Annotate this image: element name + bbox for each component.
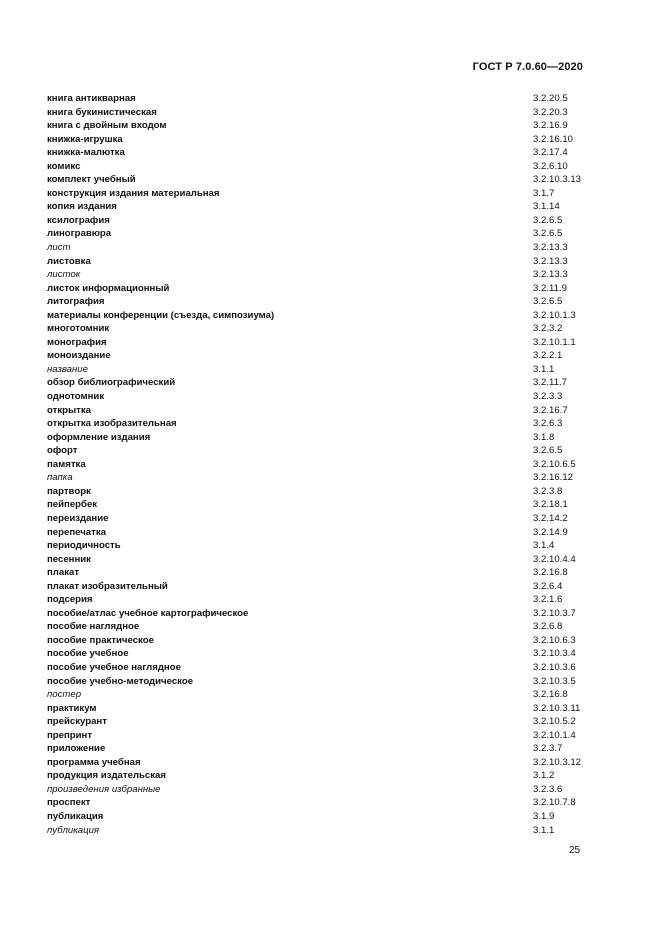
index-reference: 3.2.17.4 [533, 147, 568, 159]
index-row [47, 647, 607, 661]
index-row [47, 769, 607, 783]
index-row [47, 187, 607, 201]
index-term: моноиздание [47, 350, 111, 362]
index-row [47, 498, 607, 512]
index-reference: 3.2.11.7 [533, 377, 567, 389]
index-term: плакат [47, 567, 80, 579]
index-row [47, 607, 607, 621]
index-term: название [47, 363, 88, 375]
index-term: открытка изобразительная [47, 418, 177, 430]
index-reference: 3.2.6.4 [533, 580, 563, 592]
index-reference: 3.2.16.12 [533, 472, 574, 484]
index-reference: 3.2.13.3 [533, 255, 568, 267]
index-reference: 3.2.14.2 [533, 512, 568, 524]
index-row [47, 485, 607, 499]
index-row [47, 729, 607, 743]
index-row [47, 512, 607, 526]
index-reference: 3.2.13.3 [533, 269, 568, 281]
index-term: пособие практическое [47, 634, 154, 646]
index-term: пособие наглядное [47, 621, 140, 633]
index-term: публикация [47, 810, 104, 822]
index-row [47, 227, 607, 241]
index-row [47, 715, 607, 729]
index-reference: 3.2.20.5 [533, 93, 568, 104]
index-reference: 3.2.18.1 [533, 499, 568, 511]
index-reference: 3.2.16.8 [533, 567, 568, 579]
index-reference: 3.2.3.8 [533, 485, 563, 497]
index-reference: 3.2.6.8 [533, 621, 563, 633]
index-term: обзор библиографический [47, 377, 176, 389]
index-reference: 3.1.7 [533, 187, 555, 199]
index-term: линогравюра [47, 228, 112, 240]
index-term: проспект [47, 797, 91, 809]
index-term: перепечатка [47, 526, 106, 538]
index-reference: 3.1.1 [533, 824, 555, 836]
index-term: продукция издательская [47, 770, 166, 782]
index-reference: 3.1.9 [533, 810, 555, 822]
index-term: переиздание [47, 512, 109, 524]
index-row [47, 173, 607, 187]
page-header-standard-id: ГОСТ Р 7.0.60—2020 [472, 61, 583, 73]
index-term: книга букинистическая [47, 106, 157, 118]
index-term: пособие/атлас учебное картографическое [47, 607, 249, 619]
index-term: офорт [47, 445, 78, 457]
index-row [47, 444, 607, 458]
index-term: партворк [47, 485, 91, 497]
index-row [47, 593, 607, 607]
index-term: материалы конференции (съезда, симпозиума) [47, 309, 275, 321]
index-reference: 3.2.16.9 [533, 120, 568, 132]
index-reference: 3.2.10.3.7 [533, 607, 576, 619]
index-row [47, 702, 607, 716]
index-row [47, 106, 607, 120]
index-term: литография [47, 296, 105, 308]
index-row [47, 824, 607, 838]
index-row [47, 268, 607, 282]
index-term: книжка-игрушка [47, 133, 123, 145]
index-reference: 3.2.14.9 [533, 526, 568, 538]
page-number: 25 [569, 845, 581, 856]
index-row [47, 539, 607, 553]
index-term: листок информационный [47, 282, 170, 294]
index-term: листовка [47, 255, 91, 267]
index-row [47, 417, 607, 431]
index-reference: 3.2.10.3.4 [533, 648, 576, 660]
index-reference: 3.2.6.5 [533, 445, 563, 457]
index-row [47, 200, 607, 214]
index-term: пособие учебное [47, 648, 129, 660]
index-row [47, 553, 607, 567]
index-reference: 3.2.10.5.2 [533, 716, 576, 728]
index-term: произведения избранные [47, 783, 161, 795]
index-term: комплект учебный [47, 174, 136, 186]
index-reference: 3.2.13.3 [533, 242, 568, 254]
index-row [47, 404, 607, 418]
index-term: монография [47, 336, 107, 348]
index-reference: 3.2.3.7 [533, 743, 563, 755]
index-row [47, 634, 607, 648]
index-row [47, 390, 607, 404]
index-reference: 3.2.20.3 [533, 106, 568, 118]
index-row [47, 688, 607, 702]
index-term: книга с двойным входом [47, 120, 167, 132]
index-reference: 3.2.6.5 [533, 228, 563, 240]
index-row [47, 309, 607, 323]
index-reference: 3.1.8 [533, 431, 555, 443]
index-term: практикум [47, 702, 97, 714]
index-term: ксилография [47, 214, 110, 226]
index-term: книга антикварная [47, 93, 136, 104]
index-row [47, 783, 607, 797]
index-reference: 3.2.10.6.3 [533, 634, 576, 646]
index-row [47, 742, 607, 756]
index-reference: 3.2.10.3.12 [533, 756, 582, 768]
index-reference: 3.2.10.7.8 [533, 797, 576, 809]
index-row [47, 336, 607, 350]
index-reference: 3.1.1 [533, 363, 555, 375]
term-index-list [47, 92, 607, 837]
index-reference: 3.2.10.1.1 [533, 336, 576, 348]
index-row [47, 363, 607, 377]
index-reference: 3.2.6.5 [533, 214, 563, 226]
index-row [47, 92, 607, 106]
index-row [47, 431, 607, 445]
index-term: оформление издания [47, 431, 151, 443]
index-reference: 3.2.3.6 [533, 783, 563, 795]
index-row [47, 471, 607, 485]
index-reference: 3.2.16.10 [533, 133, 574, 145]
index-reference: 3.2.16.8 [533, 689, 568, 701]
index-reference: 3.1.4 [533, 540, 555, 552]
index-term: препринт [47, 729, 93, 741]
index-term: периодичность [47, 540, 121, 552]
index-reference: 3.2.10.4.4 [533, 553, 576, 565]
index-row [47, 349, 607, 363]
index-reference: 3.2.6.10 [533, 160, 568, 172]
index-term: однотомник [47, 391, 105, 403]
index-row [47, 214, 607, 228]
index-row [47, 810, 607, 824]
index-reference: 3.2.2.1 [533, 350, 563, 362]
index-row [47, 119, 607, 133]
index-row [47, 322, 607, 336]
index-row [47, 295, 607, 309]
index-row [47, 146, 607, 160]
index-reference: 3.2.10.3.13 [533, 174, 582, 186]
index-reference: 3.2.3.3 [533, 391, 563, 403]
index-reference: 3.2.1.6 [533, 594, 563, 606]
index-term: публикация [47, 824, 100, 836]
index-term: копия издания [47, 201, 117, 213]
index-reference: 3.2.6.3 [533, 418, 563, 430]
index-term: подсерия [47, 594, 93, 606]
index-row [47, 580, 607, 594]
index-term: постер [47, 689, 82, 701]
index-reference: 3.2.10.1.3 [533, 309, 576, 321]
index-row [47, 675, 607, 689]
index-row [47, 376, 607, 390]
index-term: пейпербек [47, 499, 98, 511]
index-term: конструкция издания материальная [47, 187, 220, 199]
index-row [47, 241, 607, 255]
index-term: памятка [47, 458, 86, 470]
index-term: плакат изобразительный [47, 580, 168, 592]
index-term: лист [47, 242, 71, 254]
index-row [47, 133, 607, 147]
index-term: пособие учебно-методическое [47, 675, 194, 687]
index-reference: 3.2.10.1.4 [533, 729, 576, 741]
index-term: книжка-малютка [47, 147, 125, 159]
index-reference: 3.2.10.3.11 [533, 702, 581, 714]
index-term: программа учебная [47, 756, 141, 768]
index-term: листок [47, 269, 81, 281]
index-row [47, 255, 607, 269]
index-reference: 3.1.14 [533, 201, 560, 213]
index-reference: 3.2.10.6.5 [533, 458, 576, 470]
index-reference: 3.2.11.9 [533, 282, 567, 294]
index-row [47, 796, 607, 810]
index-row [47, 160, 607, 174]
index-reference: 3.2.3.2 [533, 323, 563, 335]
index-term: песенник [47, 553, 91, 565]
index-row [47, 458, 607, 472]
index-row [47, 282, 607, 296]
index-term: комикс [47, 160, 81, 172]
index-term: многотомник [47, 323, 110, 335]
index-row [47, 756, 607, 770]
index-row [47, 526, 607, 540]
index-reference: 3.2.16.7 [533, 404, 568, 416]
index-reference: 3.2.6.5 [533, 296, 563, 308]
index-term: приложение [47, 743, 106, 755]
index-row [47, 620, 607, 634]
index-term: пособие учебное наглядное [47, 661, 181, 673]
index-row [47, 661, 607, 675]
index-row [47, 566, 607, 580]
index-term: открытка [47, 404, 92, 416]
index-reference: 3.2.10.3.6 [533, 661, 576, 673]
index-term: прейскурант [47, 716, 107, 728]
index-reference: 3.2.10.3.5 [533, 675, 576, 687]
index-term: папка [47, 472, 73, 484]
index-reference: 3.1.2 [533, 770, 555, 782]
